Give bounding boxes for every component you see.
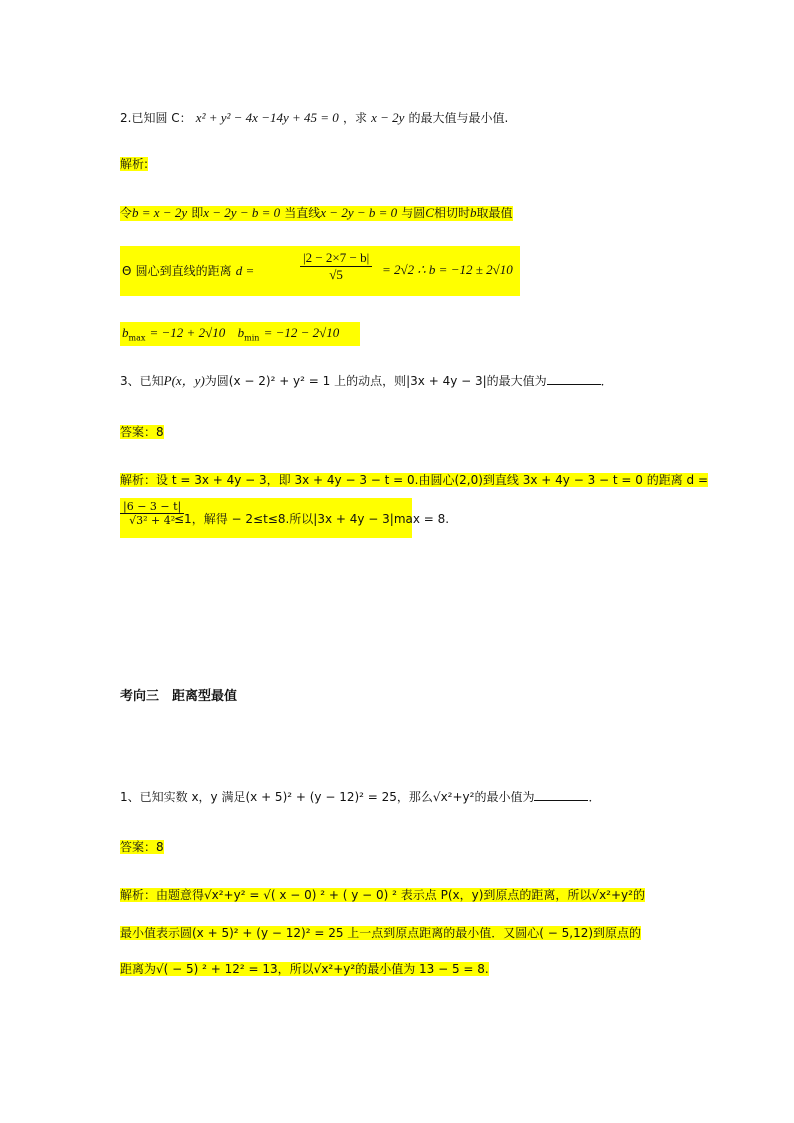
q1-analysis-line3	[120, 960, 489, 979]
q1-analysis-line1-text: 解析：由题意得√x²+y² = √( x − 0) ² + ( y − 0) ² 表示点 P(x，y)到原点的距离，所以√x²+y²的	[120, 888, 645, 902]
q2-step1-t5: 相切时	[433, 206, 470, 220]
q3-answer: 答案：8	[120, 425, 164, 439]
q3-analysis-line1	[120, 471, 708, 490]
q3-text	[120, 372, 613, 391]
q2-step1-highlight	[120, 206, 513, 221]
q2-step1-m1: b = x − 2y	[132, 205, 188, 220]
q2-step1-m3: x − 2y − b = 0	[320, 205, 398, 220]
q2-step2-rhs: = 2√2 ∴ b = −12 ± 2√10	[382, 262, 513, 277]
q2-step1-t2: 即	[191, 206, 204, 220]
bmin-sub: min	[244, 333, 260, 343]
q2-analysis-row	[120, 155, 148, 174]
q2-step3	[120, 322, 360, 346]
q2-prefix: 2.已知圆 C：	[120, 111, 192, 125]
section-title: 考向三 距离型最值	[120, 689, 238, 704]
q2-step2-lhs: d =	[235, 263, 255, 278]
q1-answer-row	[120, 838, 164, 857]
bmax-sub: max	[128, 333, 146, 343]
bmin-label: b	[237, 325, 245, 340]
q3-analysis-line2-text: ≤1，解得 − 2≤t≤8.所以|3x + 4y − 3|max = 8.	[174, 512, 450, 526]
q3-point: P(x，y)	[163, 373, 205, 388]
q2-expr: x − 2y	[371, 110, 405, 125]
q1-answer: 答案：8	[120, 840, 164, 854]
q2-step1-t6: 取最值	[476, 206, 513, 220]
q3-analysis-line1-text: 解析：设 t = 3x + 4y − 3，即 3x + 4y − 3 − t = 0.由圆心(2,0)到直线 3x + 4y − 3 − t = 0 的距离 d =	[120, 473, 709, 487]
bmax-value: = −12 + 2√10	[149, 325, 226, 340]
q2-suffix: 的最大值与最小值.	[408, 111, 509, 125]
q2-step2-t1: 圆心到直线的距离	[135, 264, 232, 278]
q1-analysis-line3-text: 距离为√( − 5) ² + 12² = 13，所以√x²+y²的最小值为 13 − 5 = 8.	[120, 962, 489, 976]
q1-end: ．	[588, 790, 601, 804]
q2-step2-symbol: Θ	[122, 264, 132, 278]
q3-end: ．	[600, 374, 613, 388]
q2-step1-t1: 令	[120, 206, 133, 220]
q3-prefix: 3、已知	[120, 374, 164, 388]
q2-middle: ，求	[342, 111, 367, 125]
q1-answer-blank	[534, 788, 588, 801]
q2-step2-den: √5	[329, 267, 343, 282]
q2-step2	[120, 246, 520, 296]
q3-middle: 为圆(x − 2)² + y² = 1 上的动点，则|3x + 4y − 3|的最大值为	[204, 374, 547, 388]
q2-step1	[120, 204, 513, 223]
q2-step1-m4: C	[425, 205, 434, 220]
bmin-value: = −12 − 2√10	[263, 325, 340, 340]
q2-text	[120, 109, 508, 128]
q2-step2-num: |2 − 2×7 − b|	[300, 250, 372, 267]
q2-step1-m5: b	[469, 205, 477, 220]
q1-text-content: 1、已知实数 x，y 满足(x + 5)² + (y − 12)² = 25，那么√x²+y²的最小值为	[120, 790, 535, 804]
q1-analysis-line2-text: 最小值表示圆(x + 5)² + (y − 12)² = 25 上一点到原点距离的最小值．又圆心( − 5,12)到原点的	[120, 926, 642, 940]
q3-analysis-line2	[120, 498, 450, 538]
q2-step2-fraction	[300, 250, 372, 283]
q1-text	[120, 788, 600, 807]
q2-step1-t3: 当直线	[284, 206, 321, 220]
q3-frac-num: |6 − 3 − t|	[120, 500, 184, 514]
q2-step1-t4: 与圆	[401, 206, 426, 220]
q2-analysis-label: 解析:	[120, 157, 149, 171]
bmax-label: b	[122, 325, 129, 340]
q2-equation: x² + y² − 4x −14y + 45 = 0	[195, 110, 339, 125]
q1-analysis-line2	[120, 924, 641, 943]
q3-answer-blank	[547, 372, 601, 385]
q1-analysis-line1	[120, 886, 645, 905]
q3-frac-den: √3² + 4²	[129, 514, 176, 527]
q3-answer-row	[120, 423, 164, 442]
q2-step1-m2: x − 2y − b = 0	[203, 205, 281, 220]
